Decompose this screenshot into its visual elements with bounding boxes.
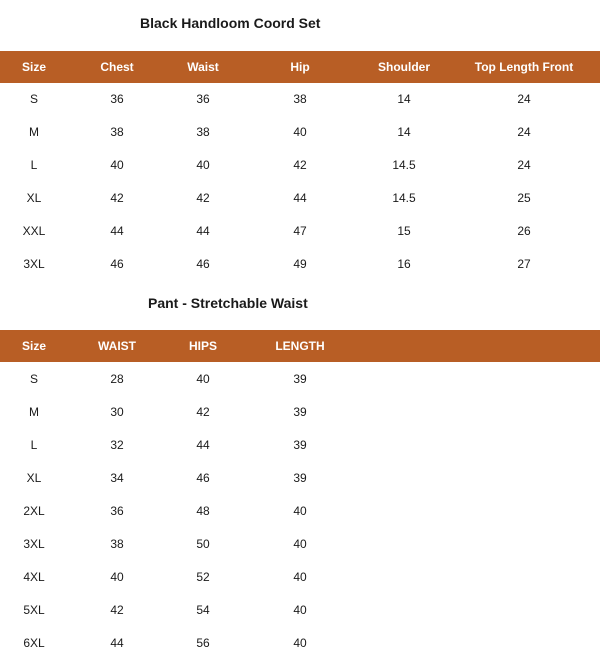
- table-cell-chest: 46: [110, 257, 124, 271]
- table-cell-shoulder: 15: [397, 224, 411, 238]
- table-cell-chest: 36: [110, 92, 124, 106]
- table-row: [0, 190, 600, 206]
- table-row: [0, 635, 600, 651]
- table-cell-hips: 56: [196, 636, 210, 650]
- column-header-size: Size: [21, 339, 47, 353]
- table-cell-hips: 50: [196, 537, 210, 551]
- table-cell-waist: 36: [110, 504, 124, 518]
- table-cell-waist: 30: [110, 405, 124, 419]
- table-cell-top-length-front: 24: [517, 125, 531, 139]
- table-cell-hips: 42: [196, 405, 210, 419]
- table-cell-hips: 44: [196, 438, 210, 452]
- table-cell-size: M: [29, 405, 39, 419]
- table-cell-hips: 54: [196, 603, 210, 617]
- column-header-hip: Hip: [290, 60, 310, 74]
- table-cell-length: 40: [293, 636, 307, 650]
- table-cell-hip: 47: [293, 224, 307, 238]
- table-cell-length: 39: [293, 438, 307, 452]
- column-header-chest: Chest: [100, 60, 134, 74]
- table-cell-size: XXL: [22, 224, 46, 238]
- table-cell-hips: 46: [196, 471, 210, 485]
- column-header-hips: HIPS: [188, 339, 218, 353]
- table-cell-hips: 40: [196, 372, 210, 386]
- table-cell-chest: 42: [110, 191, 124, 205]
- table-row: [0, 256, 600, 272]
- table-cell-size: S: [29, 92, 39, 106]
- table-row: [0, 536, 600, 552]
- table-cell-waist: 28: [110, 372, 124, 386]
- table-cell-waist: 38: [110, 537, 124, 551]
- table-row: [0, 602, 600, 618]
- table-cell-length: 40: [293, 570, 307, 584]
- table-cell-size: 3XL: [23, 537, 45, 551]
- table-cell-length: 40: [293, 537, 307, 551]
- column-header-size: Size: [21, 60, 47, 74]
- table-row: [0, 503, 600, 519]
- table-cell-top-length-front: 25: [517, 191, 531, 205]
- column-header-length: LENGTH: [275, 339, 325, 353]
- table-cell-top-length-front: 24: [517, 92, 531, 106]
- table-cell-chest: 38: [110, 125, 124, 139]
- table-cell-shoulder: 14.5: [392, 191, 416, 205]
- table-cell-hip: 49: [293, 257, 307, 271]
- column-header-shoulder: Shoulder: [377, 60, 431, 74]
- table-cell-waist: 34: [110, 471, 124, 485]
- table-cell-size: 6XL: [23, 636, 45, 650]
- table-cell-top-length-front: 24: [517, 158, 531, 172]
- table-row: [0, 569, 600, 585]
- coord-set-title: Black Handloom Coord Set: [140, 15, 321, 31]
- table-cell-waist: 42: [196, 191, 210, 205]
- table-cell-shoulder: 14: [397, 125, 411, 139]
- table-cell-waist: 36: [196, 92, 210, 106]
- table-row: [0, 124, 600, 140]
- table-cell-hip: 40: [293, 125, 307, 139]
- table-cell-size: 3XL: [23, 257, 45, 271]
- table-cell-shoulder: 16: [397, 257, 411, 271]
- table-cell-waist: 38: [196, 125, 210, 139]
- table-cell-waist: 42: [110, 603, 124, 617]
- table-row: [0, 157, 600, 173]
- table-cell-size: L: [30, 438, 38, 452]
- table-cell-size: S: [29, 372, 39, 386]
- table-cell-length: 39: [293, 372, 307, 386]
- table-cell-waist: 40: [110, 570, 124, 584]
- column-header-waist: WAIST: [98, 339, 136, 353]
- pant-table-header: [0, 330, 600, 362]
- table-cell-top-length-front: 27: [517, 257, 531, 271]
- table-cell-waist: 44: [110, 636, 124, 650]
- table-cell-size: 4XL: [23, 570, 45, 584]
- table-cell-chest: 44: [110, 224, 124, 238]
- table-row: [0, 404, 600, 420]
- coord-set-table-header: [0, 51, 600, 83]
- table-row: [0, 223, 600, 239]
- table-cell-size: M: [29, 125, 39, 139]
- pant-title: Pant - Stretchable Waist: [148, 295, 308, 311]
- column-header-waist: Waist: [187, 60, 219, 74]
- table-row: [0, 91, 600, 107]
- table-cell-size: XL: [26, 191, 42, 205]
- table-cell-hip: 42: [293, 158, 307, 172]
- table-cell-size: 2XL: [23, 504, 45, 518]
- table-cell-size: L: [30, 158, 38, 172]
- table-cell-chest: 40: [110, 158, 124, 172]
- table-cell-waist: 46: [196, 257, 210, 271]
- table-cell-size: 5XL: [23, 603, 45, 617]
- table-cell-length: 39: [293, 471, 307, 485]
- table-cell-hips: 52: [196, 570, 210, 584]
- table-cell-length: 40: [293, 504, 307, 518]
- table-cell-hips: 48: [196, 504, 210, 518]
- table-cell-top-length-front: 26: [517, 224, 531, 238]
- column-header-top-length-front: Top Length Front: [474, 60, 574, 74]
- table-row: [0, 470, 600, 486]
- table-cell-length: 39: [293, 405, 307, 419]
- table-cell-hip: 38: [293, 92, 307, 106]
- table-row: [0, 437, 600, 453]
- table-cell-length: 40: [293, 603, 307, 617]
- table-cell-hip: 44: [293, 191, 307, 205]
- table-row: [0, 371, 600, 387]
- table-cell-shoulder: 14: [397, 92, 411, 106]
- table-cell-waist: 44: [196, 224, 210, 238]
- table-cell-waist: 32: [110, 438, 124, 452]
- table-cell-shoulder: 14.5: [392, 158, 416, 172]
- table-cell-waist: 40: [196, 158, 210, 172]
- table-cell-size: XL: [26, 471, 42, 485]
